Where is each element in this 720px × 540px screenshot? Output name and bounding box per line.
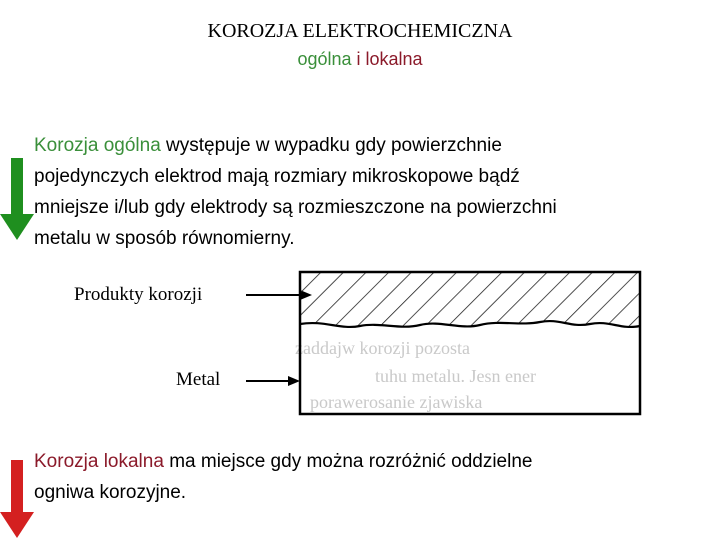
subtitle-general: ogólna (297, 49, 352, 69)
paragraph2-line2: ogniwa korozyjne. (34, 482, 187, 503)
svg-text:porawerosanie zjawiska: porawerosanie zjawiska (310, 392, 483, 412)
general-corrosion-paragraph (34, 130, 684, 254)
local-corrosion-paragraph (34, 446, 684, 508)
paragraph2-line1: ma miejsce gdy można rozróżnić oddzielne (163, 451, 533, 472)
svg-text:tuhu metalu. Jesn ener: tuhu metalu. Jesn ener (375, 366, 536, 386)
scan-ghost-text (295, 338, 536, 412)
paragraph1-line3: mniejsze i/lub gdy elektrody są rozmieszczone na powierzchni (34, 197, 557, 218)
subtitle-local: lokalna (365, 49, 423, 69)
green-down-arrow-icon (0, 158, 36, 242)
subtitle-joiner: i (351, 49, 366, 69)
red-down-arrow-icon (0, 460, 36, 540)
uniform-corrosion-figure (240, 262, 650, 422)
general-corrosion-term: Korozja ogólna (34, 135, 161, 156)
corrosion-products-layer (300, 272, 640, 327)
label-corrosion-products: Produkty korozji (74, 284, 203, 305)
svg-text:zaddajw korozji pozosta: zaddajw korozji pozosta (295, 338, 470, 358)
slide-title: KOROZJA ELEKTROCHEMICZNA (207, 20, 513, 42)
paragraph1-line4: metalu w sposób równomierny. (34, 228, 295, 249)
slide-subtitle (0, 47, 720, 71)
local-corrosion-term: Korozja lokalna (34, 451, 164, 472)
paragraph1-line2: pojedynczych elektrod mają rozmiary mikroskopowe bądź (34, 166, 520, 187)
paragraph1-line1: występuje w wypadku gdy powierzchnie (160, 135, 502, 156)
label-metal: Metal (176, 369, 221, 390)
